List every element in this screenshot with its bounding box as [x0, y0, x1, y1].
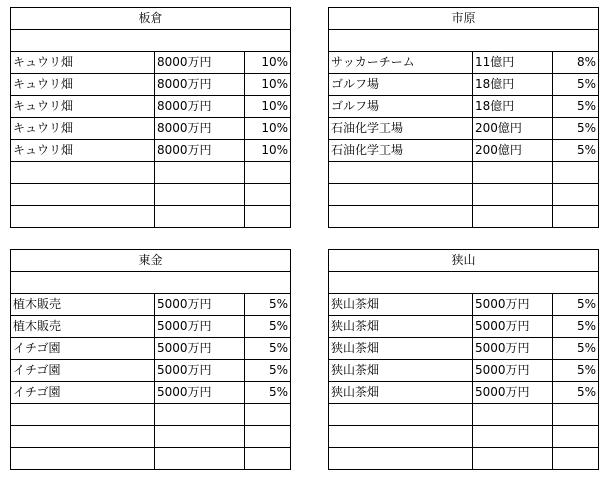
table-row	[329, 118, 599, 140]
price-cell[interactable]: 8000万円	[155, 140, 245, 162]
table-row	[11, 118, 291, 140]
rate-cell[interactable]: 5%	[553, 338, 599, 360]
table-row	[329, 294, 599, 316]
price-cell[interactable]: 5000万円	[155, 382, 245, 404]
rate-cell[interactable]	[553, 426, 599, 448]
table-row	[329, 404, 599, 426]
rate-cell[interactable]: 8%	[553, 52, 599, 74]
table-row	[11, 184, 291, 206]
rate-cell[interactable]: 5%	[553, 118, 599, 140]
table-row	[11, 294, 291, 316]
rate-cell[interactable]: 5%	[245, 338, 291, 360]
table-row	[329, 74, 599, 96]
price-cell[interactable]: 200億円	[473, 140, 553, 162]
price-cell[interactable]	[473, 404, 553, 426]
property-name-cell[interactable]: ゴルフ場	[329, 74, 473, 96]
property-name-cell[interactable]: 狭山茶畑	[329, 338, 473, 360]
property-name-cell[interactable]: キュウリ畑	[11, 74, 155, 96]
price-cell[interactable]: 8000万円	[155, 52, 245, 74]
rate-cell[interactable]: 5%	[553, 382, 599, 404]
property-name-cell[interactable]	[329, 184, 473, 206]
price-cell[interactable]: 200億円	[473, 118, 553, 140]
price-cell[interactable]: 18億円	[473, 96, 553, 118]
property-table-ichihara	[328, 7, 599, 228]
property-name-cell[interactable]	[329, 404, 473, 426]
table-row	[11, 426, 291, 448]
table-row	[329, 448, 599, 470]
property-name-cell[interactable]	[11, 404, 155, 426]
property-name-cell[interactable]	[329, 206, 473, 228]
property-name-cell[interactable]: 狭山茶畑	[329, 382, 473, 404]
table-row	[329, 206, 599, 228]
property-name-cell[interactable]	[329, 162, 473, 184]
blank-row[interactable]	[329, 272, 599, 294]
table-row	[11, 448, 291, 470]
rate-cell[interactable]: 5%	[245, 382, 291, 404]
blank-row[interactable]	[11, 30, 291, 52]
price-cell[interactable]	[473, 162, 553, 184]
rate-cell[interactable]: 5%	[553, 96, 599, 118]
table-row	[11, 96, 291, 118]
table-row	[329, 140, 599, 162]
table-row	[329, 96, 599, 118]
price-cell[interactable]	[473, 426, 553, 448]
table-row	[11, 338, 291, 360]
price-cell[interactable]: 11億円	[473, 52, 553, 74]
table-row	[329, 360, 599, 382]
table-row	[11, 360, 291, 382]
table-row	[329, 338, 599, 360]
price-cell[interactable]	[473, 184, 553, 206]
property-name-cell[interactable]: キュウリ畑	[11, 118, 155, 140]
property-name-cell[interactable]: キュウリ畑	[11, 140, 155, 162]
rate-cell[interactable]	[245, 404, 291, 426]
property-name-cell[interactable]	[329, 426, 473, 448]
property-name-cell[interactable]	[11, 184, 155, 206]
property-name-cell[interactable]: キュウリ畑	[11, 96, 155, 118]
property-name-cell[interactable]: イチゴ園	[11, 382, 155, 404]
table-row	[11, 382, 291, 404]
price-cell[interactable]: 18億円	[473, 74, 553, 96]
property-table-itakura	[10, 7, 291, 228]
price-cell[interactable]	[155, 426, 245, 448]
table-row	[11, 162, 291, 184]
rate-cell[interactable]	[245, 184, 291, 206]
price-cell[interactable]: 5000万円	[473, 360, 553, 382]
rate-cell[interactable]: 10%	[245, 96, 291, 118]
rate-cell[interactable]	[245, 162, 291, 184]
blank-row[interactable]	[329, 30, 599, 52]
price-cell[interactable]: 5000万円	[155, 338, 245, 360]
price-cell[interactable]: 5000万円	[473, 316, 553, 338]
rate-cell[interactable]: 5%	[553, 74, 599, 96]
price-cell[interactable]: 5000万円	[155, 316, 245, 338]
table-title[interactable]: 東金	[11, 250, 291, 272]
table-row	[329, 52, 599, 74]
blank-row[interactable]	[11, 272, 291, 294]
property-name-cell[interactable]: 狭山茶畑	[329, 294, 473, 316]
property-table-sayama	[328, 249, 599, 470]
price-cell[interactable]	[155, 206, 245, 228]
price-cell[interactable]: 8000万円	[155, 74, 245, 96]
rate-cell[interactable]	[553, 448, 599, 470]
rate-cell[interactable]: 5%	[553, 294, 599, 316]
price-cell[interactable]	[155, 162, 245, 184]
property-name-cell[interactable]	[11, 426, 155, 448]
rate-cell[interactable]	[245, 206, 291, 228]
property-name-cell[interactable]: 植木販売	[11, 316, 155, 338]
table-row	[11, 404, 291, 426]
property-name-cell[interactable]: 植木販売	[11, 294, 155, 316]
property-name-cell[interactable]: イチゴ園	[11, 338, 155, 360]
table-title[interactable]: 板倉	[11, 8, 291, 30]
property-name-cell[interactable]: イチゴ園	[11, 360, 155, 382]
rate-cell[interactable]	[245, 426, 291, 448]
table-row	[11, 316, 291, 338]
rate-cell[interactable]: 10%	[245, 140, 291, 162]
price-cell[interactable]	[155, 404, 245, 426]
price-cell[interactable]	[155, 184, 245, 206]
table-row	[11, 74, 291, 96]
table-title[interactable]: 狭山	[329, 250, 599, 272]
rate-cell[interactable]: 5%	[553, 140, 599, 162]
price-cell[interactable]: 5000万円	[473, 294, 553, 316]
price-cell[interactable]	[155, 448, 245, 470]
price-cell[interactable]: 8000万円	[155, 96, 245, 118]
price-cell[interactable]: 8000万円	[155, 118, 245, 140]
price-cell[interactable]	[473, 448, 553, 470]
property-name-cell[interactable]: キュウリ畑	[11, 52, 155, 74]
property-name-cell[interactable]	[329, 448, 473, 470]
rate-cell[interactable]	[245, 448, 291, 470]
table-row	[11, 206, 291, 228]
rate-cell[interactable]: 5%	[245, 360, 291, 382]
table-row	[11, 52, 291, 74]
rate-cell[interactable]: 5%	[553, 316, 599, 338]
rate-cell[interactable]: 5%	[245, 316, 291, 338]
table-title[interactable]: 市原	[329, 8, 599, 30]
table-row	[329, 184, 599, 206]
rate-cell[interactable]: 10%	[245, 118, 291, 140]
table-row	[329, 426, 599, 448]
property-name-cell[interactable]: 狭山茶畑	[329, 360, 473, 382]
rate-cell[interactable]	[553, 162, 599, 184]
property-name-cell[interactable]: 狭山茶畑	[329, 316, 473, 338]
rate-cell[interactable]	[553, 404, 599, 426]
property-table-togane	[10, 249, 291, 470]
price-cell[interactable]: 5000万円	[473, 382, 553, 404]
rate-cell[interactable]: 5%	[245, 294, 291, 316]
table-row	[11, 140, 291, 162]
price-cell[interactable]	[473, 206, 553, 228]
rate-cell[interactable]: 10%	[245, 52, 291, 74]
rate-cell[interactable]	[553, 184, 599, 206]
price-cell[interactable]: 5000万円	[155, 294, 245, 316]
property-name-cell[interactable]: ゴルフ場	[329, 96, 473, 118]
property-name-cell[interactable]	[11, 162, 155, 184]
price-cell[interactable]: 5000万円	[155, 360, 245, 382]
rate-cell[interactable]	[553, 206, 599, 228]
property-name-cell[interactable]: サッカーチーム	[329, 52, 473, 74]
property-name-cell[interactable]: 石油化学工場	[329, 118, 473, 140]
property-name-cell[interactable]: 石油化学工場	[329, 140, 473, 162]
property-name-cell[interactable]	[11, 206, 155, 228]
table-row	[329, 382, 599, 404]
table-row	[329, 162, 599, 184]
price-cell[interactable]: 5000万円	[473, 338, 553, 360]
rate-cell[interactable]: 5%	[553, 360, 599, 382]
property-name-cell[interactable]	[11, 448, 155, 470]
rate-cell[interactable]: 10%	[245, 74, 291, 96]
table-row	[329, 316, 599, 338]
